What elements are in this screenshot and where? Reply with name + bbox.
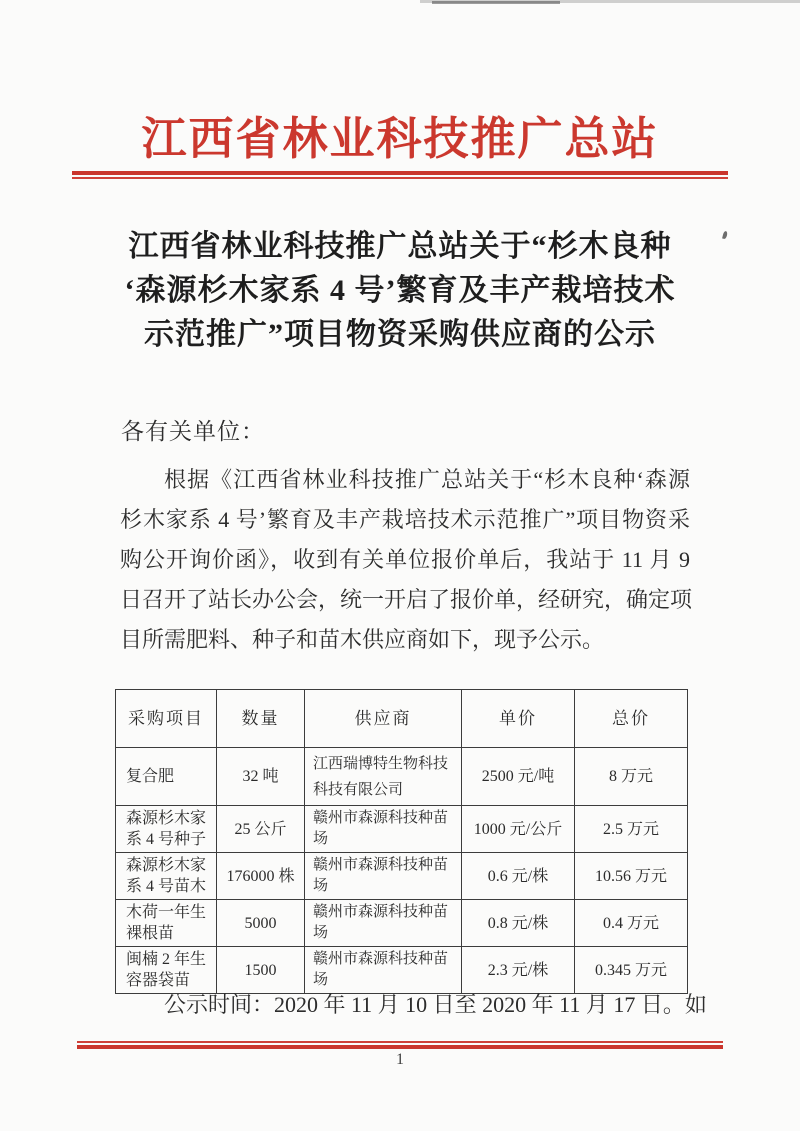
table-row bbox=[116, 853, 688, 900]
cell-quantity: 25 公斤 bbox=[217, 806, 305, 853]
cell-supplier: 赣州市森源科技种苗场 bbox=[305, 806, 462, 853]
table-header-supplier: 供应商 bbox=[305, 690, 462, 748]
cell-total-price: 0.345 万元 bbox=[575, 947, 688, 994]
procurement-table bbox=[115, 689, 688, 994]
cell-unit-price: 1000 元/公斤 bbox=[462, 806, 575, 853]
cell-item: 森源杉木家系 4 号苗木 bbox=[116, 853, 217, 900]
cell-unit-price: 2500 元/吨 bbox=[462, 748, 575, 806]
table-header-total-price: 总价 bbox=[575, 690, 688, 748]
table-header-unit-price: 单价 bbox=[462, 690, 575, 748]
table-header-row bbox=[116, 690, 688, 748]
cell-item: 木荷一年生裸根苗 bbox=[116, 900, 217, 947]
cell-unit-price: 0.6 元/株 bbox=[462, 853, 575, 900]
header-rule-thin-line bbox=[72, 177, 728, 179]
footer-rule-thick-line bbox=[77, 1045, 723, 1049]
cell-total-price: 10.56 万元 bbox=[575, 853, 688, 900]
body-paragraph-line-4: 日召开了站长办公会，统一开启了报价单，经研究，确定项 bbox=[120, 587, 693, 612]
cell-quantity: 5000 bbox=[217, 900, 305, 947]
cell-quantity: 1500 bbox=[217, 947, 305, 994]
cell-supplier: 赣州市森源科技种苗场 bbox=[305, 947, 462, 994]
table-row bbox=[116, 900, 688, 947]
table-row bbox=[116, 947, 688, 994]
letterhead-title: 江西省林业科技推广总站 bbox=[141, 114, 659, 164]
cell-supplier: 赣州市森源科技种苗场 bbox=[305, 900, 462, 947]
document-title-line-2: ‘森源杉木家系 4 号’繁育及丰产栽培技术 bbox=[124, 274, 676, 307]
cell-unit-price: 0.8 元/株 bbox=[462, 900, 575, 947]
footer-rule bbox=[77, 1041, 723, 1049]
document-title-line-1: 江西省林业科技推广总站关于“杉木良种 bbox=[128, 230, 672, 263]
document-title bbox=[58, 225, 742, 357]
document-title-line-3: 示范推广”项目物资采购供应商的公示 bbox=[144, 318, 656, 351]
table-header-quantity: 数量 bbox=[217, 690, 305, 748]
cell-item: 复合肥 bbox=[116, 748, 217, 806]
table-row bbox=[116, 748, 688, 806]
header-rule bbox=[72, 171, 728, 179]
cell-item: 森源杉木家系 4 号种子 bbox=[116, 806, 217, 853]
salutation: 各有关单位： bbox=[121, 419, 265, 444]
body-paragraph-line-3: 购公开询价函》，收到有关单位报价单后，我站于 11 月 9 bbox=[120, 547, 690, 572]
scan-edge-artifact-dark bbox=[432, 1, 560, 4]
cell-supplier: 江西瑞博特生物科技科技有限公司 bbox=[305, 748, 462, 806]
cell-quantity: 32 吨 bbox=[217, 748, 305, 806]
cell-total-price: 8 万元 bbox=[575, 748, 688, 806]
table-header-item: 采购项目 bbox=[116, 690, 217, 748]
page-number: 1 bbox=[396, 1051, 404, 1068]
body-paragraph-line-5: 目所需肥料、种子和苗木供应商如下，现予公示。 bbox=[120, 627, 605, 652]
body-paragraph bbox=[120, 460, 693, 660]
closing-text: 公示时间：2020 年 11 月 10 日至 2020 年 11 月 17 日。如 bbox=[164, 992, 707, 1017]
body-paragraph-line-2: 杉木家系 4 号’繁育及丰产栽培技术示范推广”项目物资采 bbox=[120, 507, 690, 532]
cell-total-price: 0.4 万元 bbox=[575, 900, 688, 947]
cell-unit-price: 2.3 元/株 bbox=[462, 947, 575, 994]
cell-total-price: 2.5 万元 bbox=[575, 806, 688, 853]
table-row bbox=[116, 806, 688, 853]
cell-quantity: 176000 株 bbox=[217, 853, 305, 900]
cell-supplier: 赣州市森源科技种苗场 bbox=[305, 853, 462, 900]
body-paragraph-line-1: 根据《江西省林业科技推广总站关于“杉木良种‘森源 bbox=[164, 467, 690, 492]
cell-item: 闽楠 2 年生容器袋苗 bbox=[116, 947, 217, 994]
